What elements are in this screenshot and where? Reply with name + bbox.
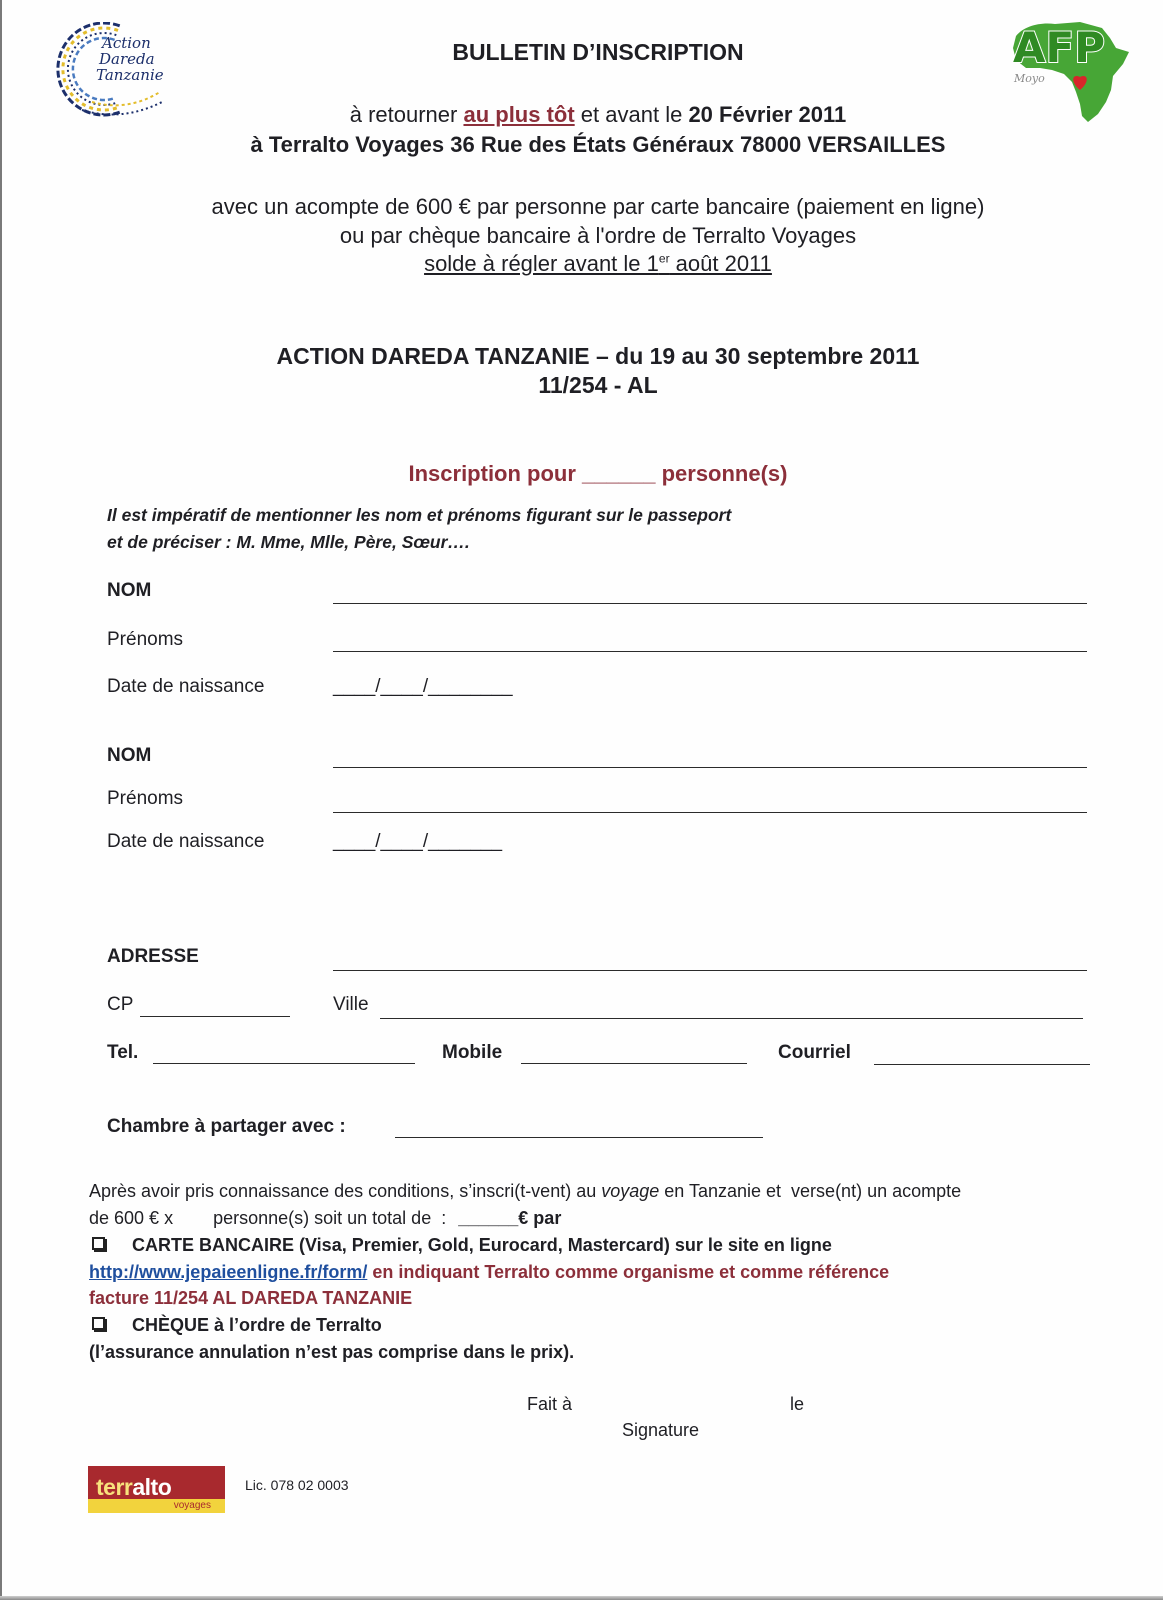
person2-nom-field <box>333 767 1087 768</box>
logo-text-moyo: Moyo <box>1014 72 1045 85</box>
declaration-deposit: de 600 € x <box>89 1208 174 1228</box>
room-share-field <box>395 1137 763 1138</box>
person1-nom-label: NOM <box>107 580 152 601</box>
email-field <box>874 1064 1090 1065</box>
date-label: le <box>790 1394 805 1414</box>
card-payment-label: CARTE BANCAIRE (Visa, Premier, Gold, Eurocard, Mastercard) sur le site en ligne <box>132 1235 832 1255</box>
person2-prenoms-field <box>333 812 1087 813</box>
balance-info <box>98 251 1098 277</box>
person1-nom-field <box>333 603 1087 604</box>
card-payment-option <box>89 1235 832 1256</box>
trip-title: ACTION DAREDA TANZANIE – du 19 au 30 septembre 2011 <box>276 343 920 369</box>
card-payment-link-line <box>89 1262 889 1283</box>
inscription-suffix: personne(s) <box>655 461 788 486</box>
logo-text-tanzanie: Tanzanie <box>96 66 164 84</box>
terralto-logo <box>88 1466 225 1513</box>
card-payment-instruction: en indiquant Terralto comme organisme et comme référence <box>367 1262 890 1282</box>
cheque-payment-label: CHÈQUE à l’ordre de Terralto <box>132 1315 382 1335</box>
balance-text <box>424 251 772 276</box>
mobile-field <box>521 1063 747 1064</box>
return-deadline-date: 20 Février 2011 <box>688 102 847 127</box>
instructions-line2: et de préciser : M. Mme, Mlle, Père, Sœur…. <box>107 532 470 552</box>
checkbox-icon <box>92 1237 105 1250</box>
postcode-field <box>140 1016 290 1017</box>
checkbox-icon <box>92 1317 105 1330</box>
city-label: Ville <box>333 994 369 1015</box>
declaration-total: personne(s) soit un total de : <box>213 1208 447 1228</box>
logo-text-dareda: Dareda <box>99 50 155 68</box>
inscription-count-line <box>98 461 1098 487</box>
declaration-total-blank: ______ <box>458 1208 519 1228</box>
person1-prenoms-label: Prénoms <box>107 629 184 650</box>
declaration-voyage: voyage <box>601 1181 660 1201</box>
mobile-label: Mobile <box>442 1042 503 1063</box>
terralto-logo-part1: terr <box>96 1474 133 1500</box>
declaration-line1 <box>89 1181 961 1202</box>
inscription-prefix: Inscription pour <box>408 461 583 486</box>
inscription-count-blank: ______ <box>582 461 656 486</box>
email-label: Courriel <box>778 1042 851 1063</box>
place-label: Fait à <box>527 1394 573 1414</box>
cheque-info: ou par chèque bancaire à l'ordre de Terralto Voyages <box>339 223 857 248</box>
person2-nom-label: NOM <box>107 745 152 766</box>
balance-suffix: août 2011 <box>669 251 772 276</box>
return-address: à Terralto Voyages 36 Rue des États Généraux 78000 VERSAILLES <box>250 132 946 157</box>
return-deadline-line <box>98 102 1098 128</box>
return-emphasis: au plus tôt <box>463 102 575 127</box>
person2-dob-label: Date de naissance <box>107 831 265 852</box>
declaration-line1-prefix: Après avoir pris connaissance des conditions, s’inscri(t-vent) au <box>89 1181 602 1201</box>
terralto-logo-part2: alto <box>132 1474 172 1500</box>
person1-prenoms-field <box>333 651 1087 652</box>
address-field <box>333 970 1087 971</box>
form-title: BULLETIN D’INSCRIPTION <box>452 39 744 65</box>
return-middle: et avant le <box>574 102 689 127</box>
terralto-logo-sub: voyages <box>173 1500 211 1511</box>
address-label: ADRESSE <box>107 946 199 967</box>
terralto-logo-wordmark <box>96 1474 171 1501</box>
trip-reference: 11/254 - AL <box>538 372 658 398</box>
licence-number: Lic. 078 02 0003 <box>245 1477 349 1493</box>
logo-text-afp: AFP <box>1013 23 1105 72</box>
scan-edge-left <box>0 0 2 1600</box>
return-prefix: à retourner <box>349 102 464 127</box>
balance-sup: er <box>658 251 670 266</box>
scan-edge-bottom <box>0 1596 1163 1600</box>
invoice-reference: facture 11/254 AL DAREDA TANZANIE <box>89 1288 413 1308</box>
payment-website-link[interactable]: http://www.jepaieenligne.fr/form/ <box>89 1262 368 1282</box>
logo-text-action: Action <box>102 34 151 52</box>
declaration-line2 <box>89 1208 561 1229</box>
cheque-payment-option <box>89 1315 382 1336</box>
person2-prenoms-label: Prénoms <box>107 788 184 809</box>
balance-prefix: solde à régler avant le 1 <box>424 251 659 276</box>
person1-dob-label: Date de naissance <box>107 676 265 697</box>
declaration-par: € par <box>518 1208 562 1228</box>
declaration-line1-suffix: en Tanzanie et verse(nt) un acompte <box>659 1181 962 1201</box>
signature-label: Signature <box>622 1420 700 1440</box>
person1-dob-field: ____/____/________ <box>333 676 513 697</box>
city-field <box>380 1018 1083 1019</box>
deposit-info: avec un acompte de 600 € par personne par carte bancaire (paiement en ligne) <box>211 194 985 219</box>
person2-dob-field: ____/____/_______ <box>333 831 503 852</box>
postcode-label: CP <box>107 994 134 1015</box>
room-share-label: Chambre à partager avec : <box>107 1116 346 1137</box>
insurance-note: (l’assurance annulation n’est pas comprise dans le prix). <box>89 1342 575 1362</box>
instructions-line1: Il est impératif de mentionner les nom et prénoms figurant sur le passeport <box>107 505 732 525</box>
phone-field <box>153 1063 415 1064</box>
phone-label: Tel. <box>107 1042 139 1063</box>
